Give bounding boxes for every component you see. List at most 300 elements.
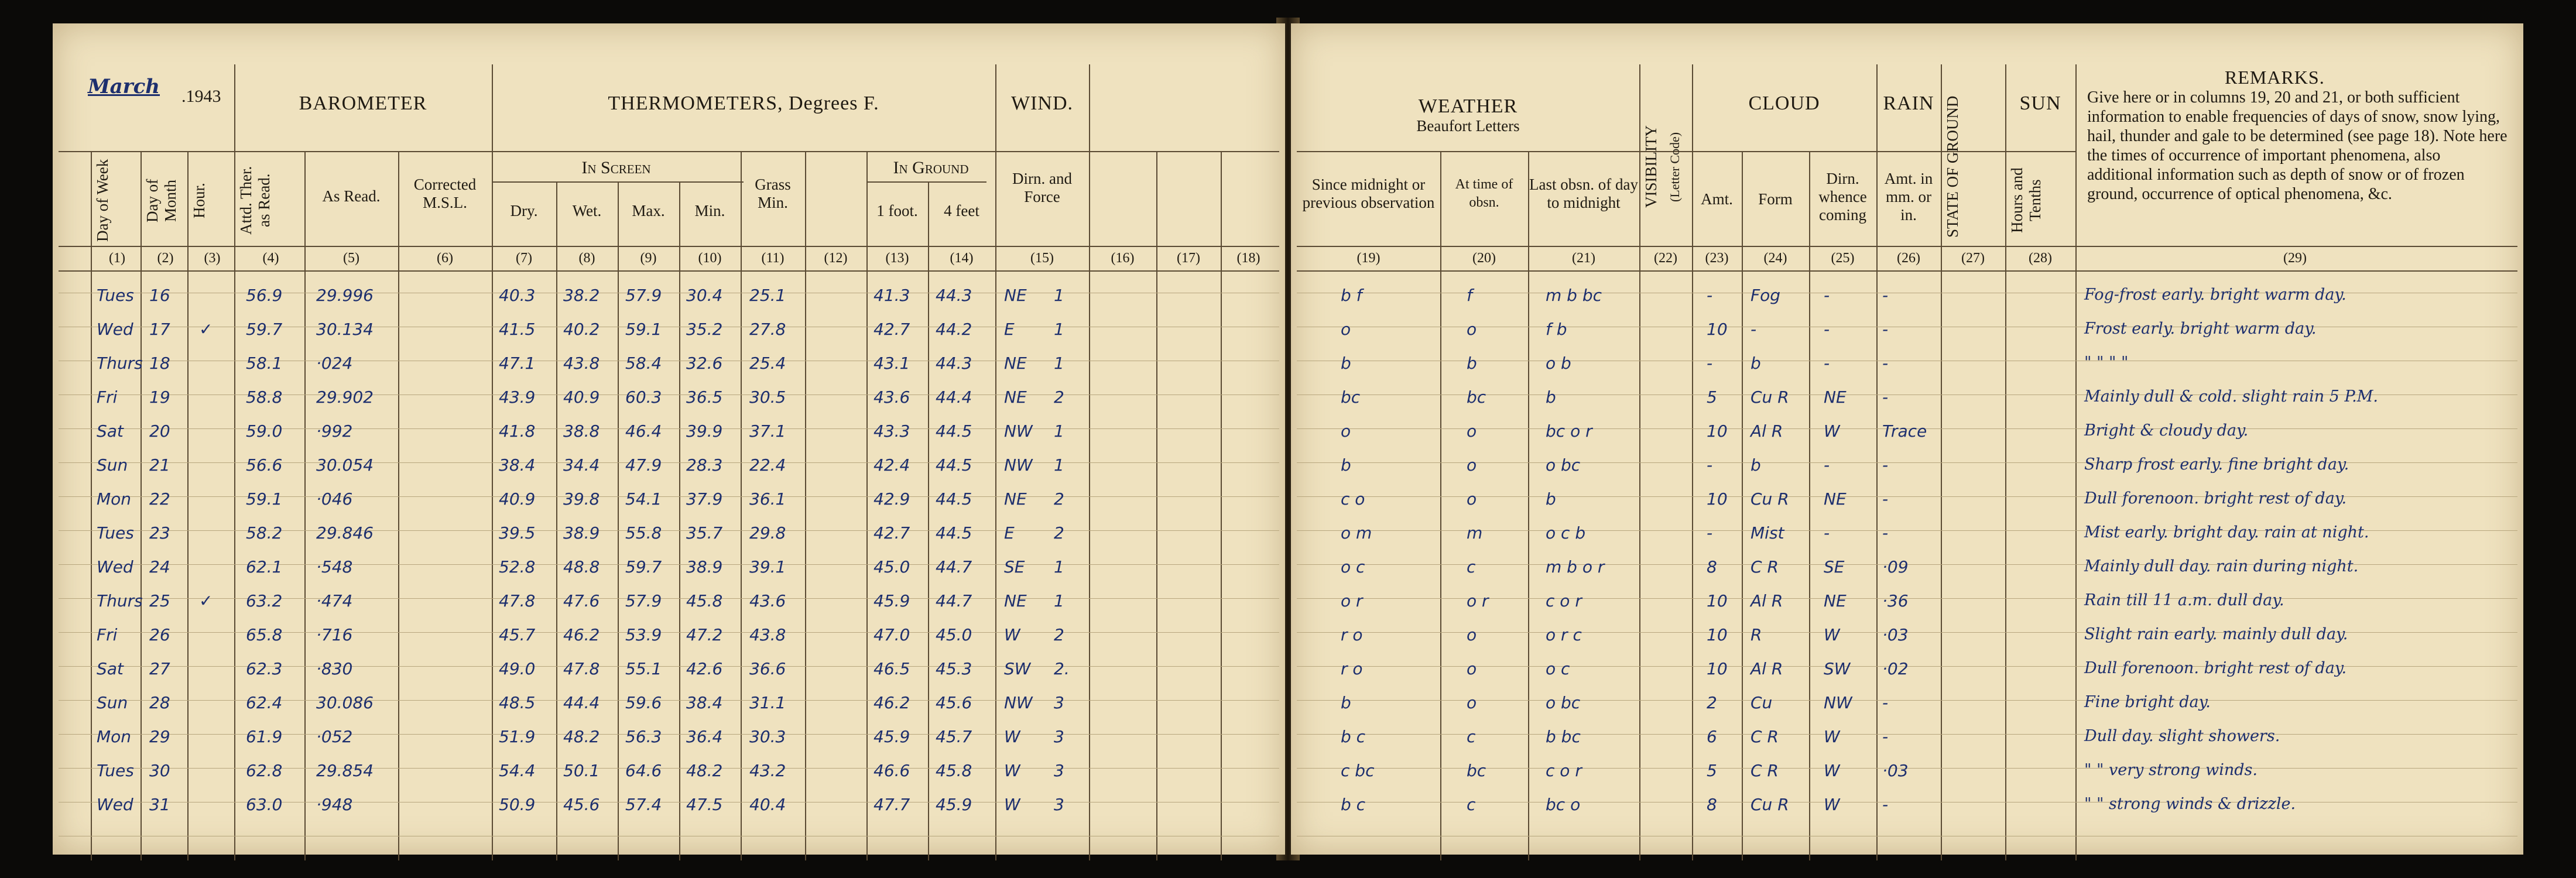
min-temp: 45.8 [686, 591, 723, 611]
pressure-as-read: 29.996 [316, 286, 374, 305]
grass-min: 29.8 [749, 523, 786, 543]
pressure-as-read: ·024 [316, 354, 353, 373]
column-number: (6) [437, 251, 453, 266]
row-rule [59, 564, 1279, 565]
ground-4-feet: 44.5 [936, 455, 972, 475]
visibility-header: VISIBILITY [1642, 125, 1660, 208]
cloud-form: Al R [1751, 591, 1783, 611]
wind-direction: NW [1004, 693, 1033, 712]
cloud-form: b [1751, 354, 1761, 373]
col-last-obs: Last obsn. of day to midnight [1529, 176, 1638, 211]
day-of-month: 30 [149, 761, 170, 780]
cloud-amount: 6 [1707, 727, 1717, 746]
weather-at-time: o r [1467, 591, 1489, 611]
cloud-direction: SE [1824, 557, 1845, 577]
wind-force: 3 [1054, 795, 1064, 814]
wind-direction: NE [1004, 489, 1027, 509]
grass-min: 30.3 [749, 727, 786, 746]
ground-4-feet: 44.7 [936, 591, 972, 611]
ground-1-foot: 47.7 [873, 795, 910, 814]
remark: Mainly dull day. rain during night. [2084, 557, 2359, 575]
day-of-week: Sun [97, 455, 128, 475]
grass-min: 37.1 [749, 421, 786, 441]
remarks-instructions: Give here or in columns 19, 20 and 21, or both sufficient information to enable frequencies of days of snow, snow lying, hail, thunder and gale to be determined (see page 18). Note here the times of occurrence of important phenomena, also additional information such as depth of snow or of frozen ground, occurrence of optical phenomena, &c. [2087, 88, 2508, 203]
cloud-form: b [1751, 455, 1761, 475]
wind-direction: E [1004, 320, 1015, 339]
attd-ther: 58.1 [246, 354, 283, 373]
remark: Rain till 11 a.m. dull day. [2084, 591, 2284, 609]
day-of-month: 26 [149, 625, 170, 644]
attd-ther: 58.8 [246, 387, 283, 407]
grass-min: 25.1 [749, 286, 786, 305]
ground-1-foot: 45.9 [873, 727, 910, 746]
rain-header: RAIN [1883, 92, 1934, 114]
cloud-form: C R [1751, 761, 1779, 780]
ground-4-feet: 44.3 [936, 286, 972, 305]
cloud-amount: 5 [1707, 761, 1717, 780]
rain-amount: ·02 [1882, 659, 1909, 678]
column-number: (15) [1030, 251, 1054, 266]
max-temp: 57.9 [625, 591, 662, 611]
ground-1-foot: 43.1 [873, 354, 910, 373]
cloud-amount: - [1707, 455, 1713, 475]
wind-force: 3 [1054, 727, 1064, 746]
ground-4-feet: 45.6 [936, 693, 972, 712]
left-page [53, 23, 1285, 855]
day-of-month: 27 [149, 659, 170, 678]
weather-last-obs: bc o r [1546, 421, 1592, 441]
col-whence: Dirn. whence coming [1818, 170, 1867, 224]
day-of-week: Thurs [97, 591, 143, 611]
col-one-foot: 1 foot. [876, 202, 918, 220]
cloud-amount: 10 [1707, 591, 1728, 611]
col-dry: Dry. [510, 202, 538, 220]
column-number: (20) [1472, 251, 1496, 266]
ground-1-foot: 45.9 [873, 591, 910, 611]
wind-force: 2. [1054, 659, 1070, 678]
rain-amount: - [1882, 455, 1889, 475]
cloud-form: Cu R [1751, 489, 1789, 509]
in-screen-header: In Screen [581, 158, 651, 177]
weather-at-time: o [1467, 659, 1477, 678]
day-of-month: 31 [149, 795, 170, 814]
column-number: (23) [1705, 251, 1729, 266]
cloud-direction: W [1824, 421, 1840, 441]
cloud-direction: NW [1824, 693, 1852, 712]
weather-at-time: o [1467, 693, 1477, 712]
weather-at-time: o [1467, 421, 1477, 441]
dry-temp: 40.3 [499, 286, 536, 305]
weather-since-midnight: b c [1341, 795, 1366, 814]
remark: " " very strong winds. [2084, 761, 2258, 779]
column-number: (27) [1961, 251, 1985, 266]
cloud-form: C R [1751, 727, 1779, 746]
ground-4-feet: 44.5 [936, 523, 972, 543]
dry-temp: 47.8 [499, 591, 536, 611]
attd-ther: 63.0 [246, 795, 283, 814]
cloud-direction: - [1824, 455, 1830, 475]
column-number: (29) [2283, 251, 2307, 266]
wet-temp: 38.2 [563, 286, 600, 305]
cloud-direction: NE [1824, 387, 1847, 407]
cloud-amount: 8 [1707, 795, 1717, 814]
day-of-month: 21 [149, 455, 170, 475]
pressure-as-read: ·830 [316, 659, 353, 678]
grass-min: 43.2 [749, 761, 786, 780]
wind-direction: NE [1004, 354, 1027, 373]
column-number: (26) [1897, 251, 1920, 266]
wind-force: 1 [1054, 591, 1064, 611]
row-rule [59, 734, 1279, 735]
max-temp: 59.7 [625, 557, 662, 577]
dry-temp: 51.9 [499, 727, 536, 746]
ground-1-foot: 45.0 [873, 557, 910, 577]
cloud-header: CLOUD [1748, 92, 1820, 114]
day-of-week: Tues [97, 286, 134, 305]
day-of-week: Wed [97, 795, 133, 814]
grid-line [187, 152, 189, 860]
pressure-as-read: ·052 [316, 727, 353, 746]
grass-min: 40.4 [749, 795, 786, 814]
ground-4-feet: 45.9 [936, 795, 972, 814]
attd-ther: 59.0 [246, 421, 283, 441]
hour-check: ✓ [199, 591, 213, 611]
rain-amount: - [1882, 489, 1889, 509]
min-temp: 38.9 [686, 557, 723, 577]
min-temp: 47.5 [686, 795, 723, 814]
cloud-direction: W [1824, 727, 1840, 746]
grass-min: 31.1 [749, 693, 786, 712]
wind-force: 1 [1054, 421, 1064, 441]
weather-since-midnight: b [1341, 354, 1351, 373]
min-temp: 38.4 [686, 693, 723, 712]
weather-since-midnight: b [1341, 455, 1351, 475]
column-number: (22) [1654, 251, 1677, 266]
col-since-midnight: Since midnight or previous observation [1302, 176, 1435, 211]
column-number: (8) [578, 251, 595, 266]
row-rule [59, 666, 1279, 667]
attd-ther: 62.8 [246, 761, 283, 780]
weather-last-obs: c o r [1546, 761, 1582, 780]
pressure-as-read: ·992 [316, 421, 353, 441]
weather-at-time: c [1467, 557, 1476, 577]
remarks-header: REMARKS. [2225, 67, 2325, 88]
month-label: March [88, 75, 160, 98]
day-of-month: 23 [149, 523, 170, 543]
ground-1-foot: 43.3 [873, 421, 910, 441]
weather-at-time: o [1467, 489, 1477, 509]
cloud-direction: W [1824, 761, 1840, 780]
grid-line [679, 181, 680, 860]
row-rule [59, 428, 1279, 429]
wind-direction: NE [1004, 286, 1027, 305]
wet-temp: 40.2 [563, 320, 600, 339]
wet-temp: 48.8 [563, 557, 600, 577]
beaufort-subheader: Beaufort Letters [1416, 117, 1520, 135]
ground-4-feet: 45.3 [936, 659, 972, 678]
col-day-of-month: Day of Month [143, 179, 179, 222]
barometer-header: BAROMETER [299, 92, 427, 114]
column-number: (17) [1177, 251, 1200, 266]
day-of-week: Wed [97, 557, 133, 577]
day-of-month: 25 [149, 591, 170, 611]
col-min: Min. [694, 202, 725, 220]
weather-last-obs: o bc [1546, 455, 1581, 475]
wet-temp: 43.8 [563, 354, 600, 373]
row-rule [59, 768, 1279, 769]
cloud-form: Cu R [1751, 795, 1789, 814]
cloud-direction: W [1824, 625, 1840, 644]
min-temp: 36.5 [686, 387, 723, 407]
cloud-direction: - [1824, 320, 1830, 339]
header-rule [59, 270, 1279, 272]
ground-1-foot: 42.9 [873, 489, 910, 509]
dry-temp: 39.5 [499, 523, 536, 543]
weather-at-time: c [1467, 795, 1476, 814]
sun-header: SUN [2019, 92, 2061, 114]
weather-last-obs: b [1546, 387, 1556, 407]
day-of-week: Sat [97, 421, 124, 441]
cloud-amount: 10 [1707, 625, 1728, 644]
wind-direction: W [1004, 625, 1020, 644]
cloud-amount: 5 [1707, 387, 1717, 407]
wind-force: 1 [1054, 320, 1064, 339]
wind-direction: SE [1004, 557, 1025, 577]
rain-amount: ·09 [1882, 557, 1909, 577]
ground-1-foot: 46.2 [873, 693, 910, 712]
rain-amount: ·03 [1882, 761, 1909, 780]
attd-ther: 56.9 [246, 286, 283, 305]
row-rule [1297, 700, 2517, 701]
col-sun-hours: Hours and Tenths [2008, 167, 2044, 234]
grid-line [618, 181, 619, 860]
col-four-feet: 4 feet [944, 202, 979, 220]
weather-last-obs: b [1546, 489, 1556, 509]
min-temp: 42.6 [686, 659, 723, 678]
weather-last-obs: o b [1546, 354, 1571, 373]
max-temp: 46.4 [625, 421, 662, 441]
attd-ther: 59.7 [246, 320, 283, 339]
weather-since-midnight: r o [1341, 625, 1363, 644]
attd-ther: 62.4 [246, 693, 283, 712]
dry-temp: 41.5 [499, 320, 536, 339]
wet-temp: 48.2 [563, 727, 600, 746]
remark: Frost early. bright warm day. [2084, 320, 2317, 338]
weather-at-time: o [1467, 455, 1477, 475]
ground-1-foot: 43.6 [873, 387, 910, 407]
rain-amount: ·36 [1882, 591, 1909, 611]
rain-amount: - [1882, 727, 1889, 746]
dry-temp: 40.9 [499, 489, 536, 509]
dry-temp: 45.7 [499, 625, 536, 644]
weather-last-obs: o c [1546, 659, 1570, 678]
day-of-week: Mon [97, 489, 132, 509]
row-rule [59, 598, 1279, 599]
max-temp: 57.9 [625, 286, 662, 305]
cloud-direction: NE [1824, 489, 1847, 509]
row-rule [59, 700, 1279, 701]
day-of-week: Thurs [97, 354, 143, 373]
max-temp: 56.3 [625, 727, 662, 746]
wind-force: 2 [1054, 625, 1064, 644]
grass-min: 27.8 [749, 320, 786, 339]
attd-ther: 56.6 [246, 455, 283, 475]
rain-amount: - [1882, 795, 1889, 814]
weather-since-midnight: b [1341, 693, 1351, 712]
column-number: (14) [950, 251, 974, 266]
ground-1-foot: 42.7 [873, 320, 910, 339]
cloud-form: Cu R [1751, 387, 1789, 407]
weather-at-time: m [1467, 523, 1483, 543]
weather-since-midnight: b c [1341, 727, 1366, 746]
remark: Slight rain early. mainly dull day. [2084, 625, 2348, 643]
weather-at-time: bc [1467, 761, 1486, 780]
column-number: (19) [1356, 251, 1381, 266]
visibility-sub: (Letter Code) [1667, 132, 1682, 202]
rain-amount: - [1882, 354, 1889, 373]
row-rule [59, 632, 1279, 633]
attd-ther: 63.2 [246, 591, 283, 611]
wind-direction: SW [1004, 659, 1031, 678]
remark: Mist early. bright day. rain at night. [2084, 523, 2369, 541]
cloud-amount: - [1707, 286, 1713, 305]
weather-last-obs: bc o [1546, 795, 1581, 814]
remark: Sharp frost early. fine bright day. [2084, 455, 2349, 474]
max-temp: 64.6 [625, 761, 662, 780]
cloud-amount: 10 [1707, 489, 1728, 509]
column-number: (25) [1831, 251, 1855, 266]
wet-temp: 44.4 [563, 693, 600, 712]
grid-line [141, 152, 142, 860]
day-of-month: 17 [149, 320, 170, 339]
weather-since-midnight: o [1341, 320, 1351, 339]
min-temp: 37.9 [686, 489, 723, 509]
weather-since-midnight: c o [1341, 489, 1365, 509]
ground-4-feet: 44.3 [936, 354, 972, 373]
day-of-month: 24 [149, 557, 170, 577]
wind-force: 1 [1054, 455, 1064, 475]
day-of-month: 22 [149, 489, 170, 509]
day-of-month: 18 [149, 354, 170, 373]
max-temp: 59.6 [625, 693, 662, 712]
row-rule [59, 496, 1279, 497]
wet-temp: 38.9 [563, 523, 600, 543]
wind-force: 2 [1054, 523, 1064, 543]
day-of-week: Wed [97, 320, 133, 339]
header-rule [59, 246, 1279, 247]
max-temp: 57.4 [625, 795, 662, 814]
pressure-as-read: ·948 [316, 795, 353, 814]
rain-amount: ·03 [1882, 625, 1909, 644]
weather-since-midnight: o c [1341, 557, 1365, 577]
state-of-ground-header: STATE OF GROUND [1944, 95, 1961, 238]
dry-temp: 52.8 [499, 557, 536, 577]
cloud-form: Fog [1751, 286, 1781, 305]
weather-at-time: f [1467, 286, 1472, 305]
min-temp: 32.6 [686, 354, 723, 373]
day-of-week: Fri [97, 625, 118, 644]
cloud-form: Al R [1751, 659, 1783, 678]
wind-direction: NW [1004, 421, 1033, 441]
pressure-as-read: 30.054 [316, 455, 374, 475]
cloud-amount: 2 [1707, 693, 1717, 712]
rain-amount: - [1882, 286, 1889, 305]
weather-last-obs: c o r [1546, 591, 1582, 611]
row-rule [1297, 734, 2517, 735]
ground-1-foot: 47.0 [873, 625, 910, 644]
cloud-form: Cu [1751, 693, 1773, 712]
wet-temp: 40.9 [563, 387, 600, 407]
wet-temp: 38.8 [563, 421, 600, 441]
grass-min: 30.5 [749, 387, 786, 407]
pressure-as-read: 29.854 [316, 761, 374, 780]
header-rule [492, 181, 744, 183]
min-temp: 48.2 [686, 761, 723, 780]
dry-temp: 49.0 [499, 659, 536, 678]
remark: Dull forenoon. bright rest of day. [2084, 489, 2347, 507]
wind-direction: NE [1004, 591, 1027, 611]
col-max: Max. [632, 202, 665, 220]
min-temp: 35.2 [686, 320, 723, 339]
dry-temp: 50.9 [499, 795, 536, 814]
cloud-amount: 10 [1707, 421, 1728, 441]
min-temp: 28.3 [686, 455, 723, 475]
pressure-as-read: 30.134 [316, 320, 374, 339]
remark: Fog-frost early. bright warm day. [2084, 286, 2347, 304]
weather-since-midnight: o r [1341, 591, 1363, 611]
weather-at-time: o [1467, 320, 1477, 339]
weather-last-obs: m b o r [1546, 557, 1605, 577]
pressure-as-read: ·046 [316, 489, 353, 509]
weather-last-obs: b bc [1546, 727, 1581, 746]
wind-direction: NE [1004, 387, 1027, 407]
day-of-week: Tues [97, 523, 134, 543]
column-number: (18) [1236, 251, 1260, 266]
ground-1-foot: 41.3 [873, 286, 910, 305]
wind-force: 3 [1054, 761, 1064, 780]
grass-min: 39.1 [749, 557, 786, 577]
col-as-read: As Read. [322, 187, 381, 205]
wet-temp: 50.1 [563, 761, 600, 780]
min-temp: 47.2 [686, 625, 723, 644]
cloud-direction: - [1824, 523, 1830, 543]
max-temp: 60.3 [625, 387, 662, 407]
wind-direction: W [1004, 761, 1020, 780]
min-temp: 30.4 [686, 286, 723, 305]
wet-temp: 34.4 [563, 455, 600, 475]
ground-1-foot: 46.5 [873, 659, 910, 678]
day-of-week: Sun [97, 693, 128, 712]
remark: Bright & cloudy day. [2084, 421, 2249, 440]
weather-at-time: o [1467, 625, 1477, 644]
row-rule [59, 462, 1279, 463]
remark: Fine bright day. [2084, 693, 2211, 711]
rain-amount: - [1882, 523, 1889, 543]
col-amt: Amt. [1701, 190, 1733, 208]
wet-temp: 46.2 [563, 625, 600, 644]
in-ground-header: In Ground [893, 158, 969, 177]
column-number: (2) [157, 251, 174, 266]
dry-temp: 41.8 [499, 421, 536, 441]
pressure-as-read: ·548 [316, 557, 353, 577]
cloud-form: R [1751, 625, 1762, 644]
max-temp: 53.9 [625, 625, 662, 644]
day-of-month: 19 [149, 387, 170, 407]
remark: " " " " [2084, 354, 2129, 372]
weather-last-obs: o bc [1546, 693, 1581, 712]
max-temp: 59.1 [625, 320, 662, 339]
col-rain-amt: Amt. in mm. or in. [1884, 170, 1933, 224]
